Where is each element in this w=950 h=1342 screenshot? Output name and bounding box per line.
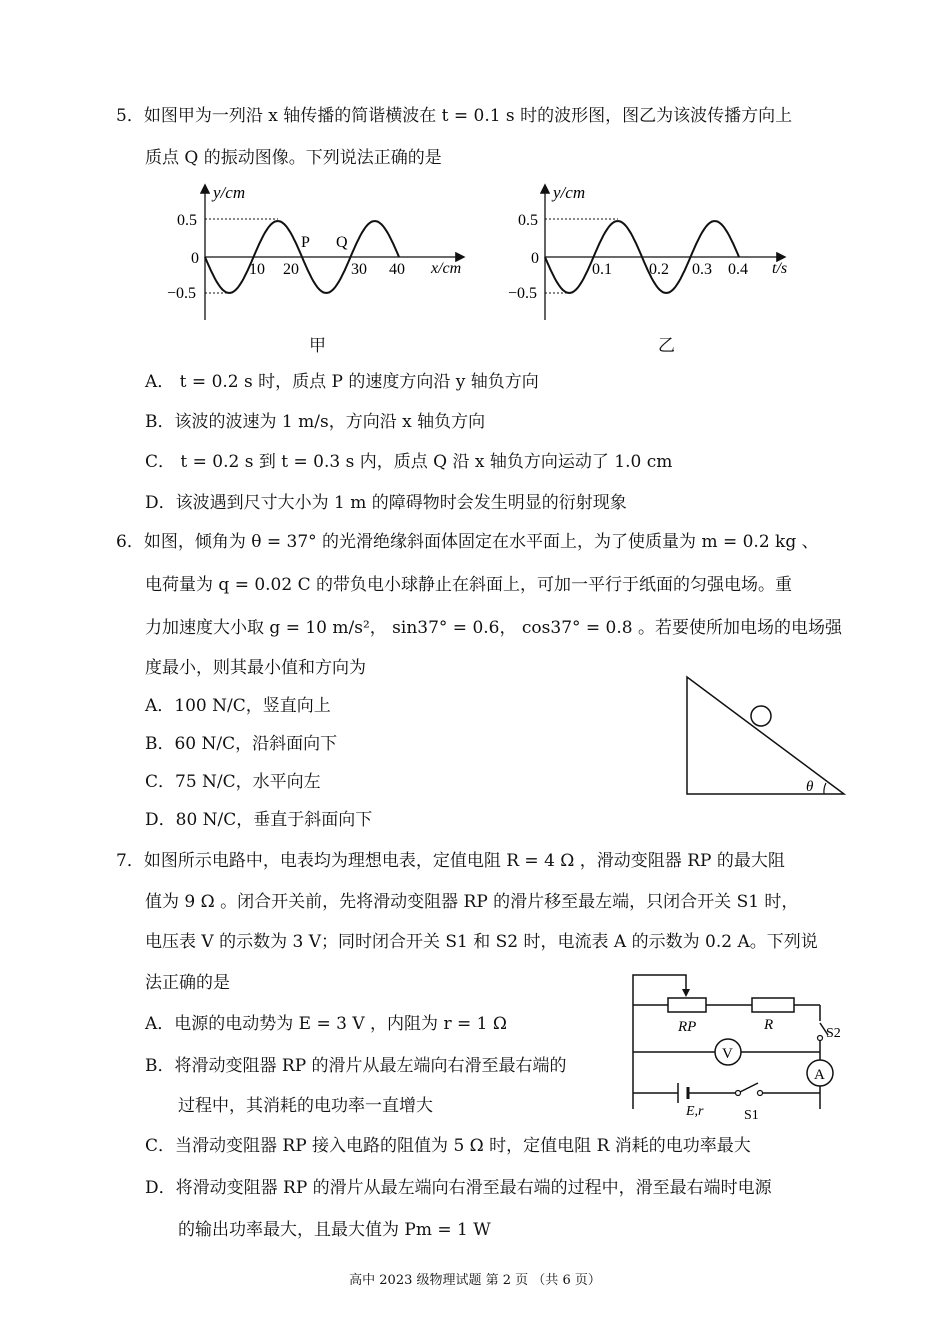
yi-ytick-top: 0.5 xyxy=(518,212,538,229)
page-footer: 高中 2023 级物理试题 第 2 页 （共 6 页） xyxy=(349,1273,601,1288)
q7-stem-line2: 值为 9 Ω 。闭合开关前，先将滑动变阻器 RP 的滑片移至最左端，只闭合开关 S1 时， xyxy=(145,892,799,912)
angle-theta-label: θ xyxy=(806,779,814,795)
q7-stem-line4: 法正确的是 xyxy=(145,973,230,993)
q6-option-c: C．75 N/C，水平向左 xyxy=(145,772,321,792)
q7-circuit-diagram xyxy=(620,965,850,1125)
jia-xtick-40: 40 xyxy=(389,261,405,278)
yi-y-label: y/cm xyxy=(553,183,586,202)
jia-xtick-10: 10 xyxy=(249,261,265,278)
q5-option-b: B．该波的波速为 1 m/s，方向沿 x 轴负方向 xyxy=(145,412,486,432)
incline-triangle xyxy=(687,677,844,794)
q7-option-c: C．当滑动变阻器 RP 接入电路的阻值为 5 Ω 时，定值电阻 R 消耗的电功率最大 xyxy=(145,1136,751,1156)
q6-stem-line4: 度最小，则其最小值和方向为 xyxy=(145,658,366,678)
s2-label: S2 xyxy=(826,1026,841,1041)
q5-option-d: D．该波遇到尺寸大小为 1 m 的障碍物时会发生明显的衍射现象 xyxy=(145,493,627,513)
jia-xtick-20: 20 xyxy=(283,261,299,278)
jia-xtick-30: 30 xyxy=(351,261,367,278)
q6-option-b: B．60 N/C，沿斜面向下 xyxy=(145,734,338,754)
yi-ytick-bottom: −0.5 xyxy=(508,285,538,302)
yi-xtick-4: 0.4 xyxy=(728,261,748,278)
q5-figure-jia xyxy=(165,178,485,358)
yi-x-label: t/s xyxy=(772,260,788,277)
q6-option-a: A．100 N/C，竖直向上 xyxy=(145,696,331,716)
voltmeter-label: V xyxy=(722,1046,733,1062)
jia-y-label: y/cm xyxy=(213,183,246,202)
q5-option-c: C． t = 0.2 s 到 t = 0.3 s 内，质点 Q 沿 x 轴负方向运动了 1.0 cm xyxy=(145,452,673,472)
q5-stem-line1: 5．如图甲为一列沿 x 轴传播的简谐横波在 t = 0.1 s 时的波形图，图乙为该波传播方向上 xyxy=(116,106,793,126)
jia-ytick-bottom: −0.5 xyxy=(167,285,197,302)
resistor-r xyxy=(752,998,794,1012)
q6-stem-line3: 力加速度大小取 g = 10 m/s²， sin37° = 0.6， cos37° = 0.8 。若要使所加电场的电场强 xyxy=(145,618,842,638)
rp-label: RP xyxy=(678,1019,697,1035)
q7-stem-line3: 电压表 V 的示数为 3 V；同时闭合开关 S1 和 S2 时，电流表 A 的示数为 0.2 A。下列说 xyxy=(145,932,818,952)
q7-option-a: A．电源的电动势为 E = 3 V ，内阻为 r = 1 Ω xyxy=(145,1014,507,1034)
q7-option-d-line2: 的输出功率最大，且最大值为 Pm = 1 W xyxy=(178,1220,491,1240)
q7-option-b-line2: 过程中，其消耗的电功率一直增大 xyxy=(178,1096,433,1116)
rheostat-rp xyxy=(668,998,706,1012)
jia-point-q: Q xyxy=(336,234,348,251)
jia-ytick-zero: 0 xyxy=(191,250,199,267)
q5-stem-line2: 质点 Q 的振动图像。下列说法正确的是 xyxy=(145,148,442,168)
q6-incline-figure xyxy=(680,670,850,802)
q7-stem-line1: 7．如图所示电路中，电表均为理想电表，定值电阻 R = 4 Ω ，滑动变阻器 RP 的最大阻 xyxy=(116,851,785,871)
yi-xtick-1: 0.1 xyxy=(592,261,612,278)
source-label: E,r xyxy=(686,1104,704,1119)
charged-ball xyxy=(751,706,771,726)
jia-x-label: x/cm xyxy=(431,260,462,277)
s1-label: S1 xyxy=(744,1108,759,1123)
q6-stem-line2: 电荷量为 q = 0.02 C 的带负电小球静止在斜面上，可加一平行于纸面的匀强电场。重 xyxy=(145,575,793,595)
q7-option-b-line1: B．将滑动变阻器 RP 的滑片从最左端向右滑至最右端的 xyxy=(145,1056,567,1076)
q6-stem-line1: 6．如图，倾角为 θ = 37° 的光滑绝缘斜面体固定在水平面上，为了使质量为 m = 0.2 kg 、 xyxy=(116,532,819,552)
jia-point-p: P xyxy=(301,234,310,251)
slider-arrow xyxy=(682,989,690,997)
yi-ytick-zero: 0 xyxy=(531,250,539,267)
q5-caption-jia: 甲 xyxy=(309,336,326,356)
ammeter-label: A xyxy=(814,1067,825,1083)
q6-option-d: D．80 N/C，垂直于斜面向下 xyxy=(145,810,373,830)
q7-option-d-line1: D．将滑动变阻器 RP 的滑片从最左端向右滑至最右端的过程中，滑至最右端时电源 xyxy=(145,1178,772,1198)
q5-option-a: A． t = 0.2 s 时，质点 P 的速度方向沿 y 轴负方向 xyxy=(145,372,539,392)
switch-s1 xyxy=(738,1083,758,1093)
q5-figure-yi xyxy=(500,178,810,358)
q5-caption-yi: 乙 xyxy=(658,336,675,356)
yi-xtick-2: 0.2 xyxy=(649,261,669,278)
r-label: R xyxy=(764,1017,774,1033)
yi-xtick-3: 0.3 xyxy=(692,261,712,278)
jia-ytick-top: 0.5 xyxy=(177,212,197,229)
angle-arc xyxy=(824,783,826,794)
